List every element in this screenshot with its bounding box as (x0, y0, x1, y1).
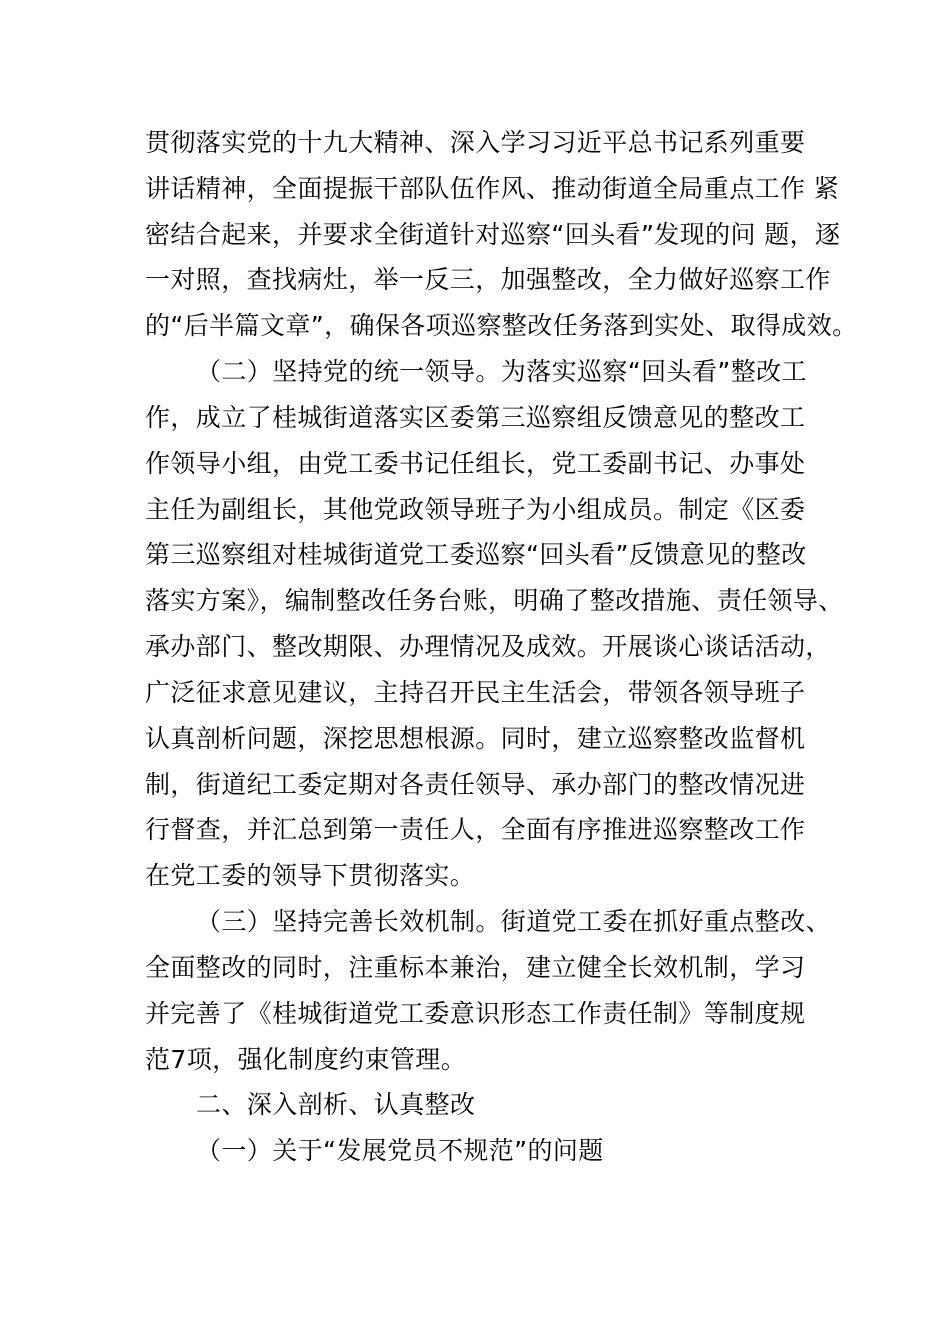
subsection-heading: （一）关于“发展党员不规范”的问题 (196, 1136, 604, 1165)
text-line: 行督查，并汇总到第一责任人，全面有序推进巡察整改工作 (145, 815, 806, 844)
text-line: 的“后半篇文章”，确保各项巡察整改任务落到实处、取得成效。 (145, 311, 858, 340)
paragraph-heading: （三）坚持完善长效机制。街道党工委在抓好重点整改、 (196, 907, 832, 936)
text-line: 认真剖析问题，深挖思想根源。同时，建立巡察整改监督机 (145, 724, 806, 753)
text-line: 制，街道纪工委定期对各责任领导、承办部门的整改情况进 (145, 770, 806, 799)
text-line: 在党工委的领导下贯彻落实。 (145, 861, 476, 890)
text-line: 全面整改的同时，注重标本兼治，建立健全长效机制，学习 (145, 953, 806, 982)
text-line: 范7项，强化制度约束管理。 (145, 1045, 467, 1074)
text-line: 讲话精神，全面提振干部队伍作风、推动街道全局重点工作 紧 (145, 174, 840, 203)
paragraph-heading: （二）坚持党的统一领导。为落实巡察“回头看”整改工 (196, 357, 807, 386)
text-line: 密结合起来，并要求全街道针对巡察“回头看”发现的问 题，逐 (145, 220, 841, 249)
text-line: 承办部门、整改期限、办理情况及成效。开展谈心谈话活动， (145, 632, 831, 661)
text-line: 一对照，查找病灶，举一反三，加强整改，全力做好巡察工作 (145, 265, 831, 294)
text-line: 贯彻落实党的十九大精神、深入学习习近平总书记系列重要 (145, 128, 806, 157)
section-heading: 二、深入剖析、认真整改 (196, 1090, 476, 1119)
text-line: 并完善了《桂城街道党工委意识形态工作责任制》等制度规 (145, 999, 806, 1028)
text-line: 第三巡察组对桂城街道党工委巡察“回头看”反馈意见的整改 (145, 540, 807, 569)
text-line: 落实方案》，编制整改任务台账，明确了整改措施、责任领导、 (145, 586, 844, 615)
text-line: 广泛征求意见建议，主持召开民主生活会，带领各领导班子 (145, 678, 806, 707)
text-line: 作领导小组，由党工委书记任组长，党工委副书记、办事处 (145, 449, 806, 478)
text-line: 作，成立了桂城街道落实区委第三巡察组反馈意见的整改工 (145, 403, 806, 432)
text-line: 主任为副组长，其他党政领导班子为小组成员。制定《区委 (145, 495, 806, 524)
